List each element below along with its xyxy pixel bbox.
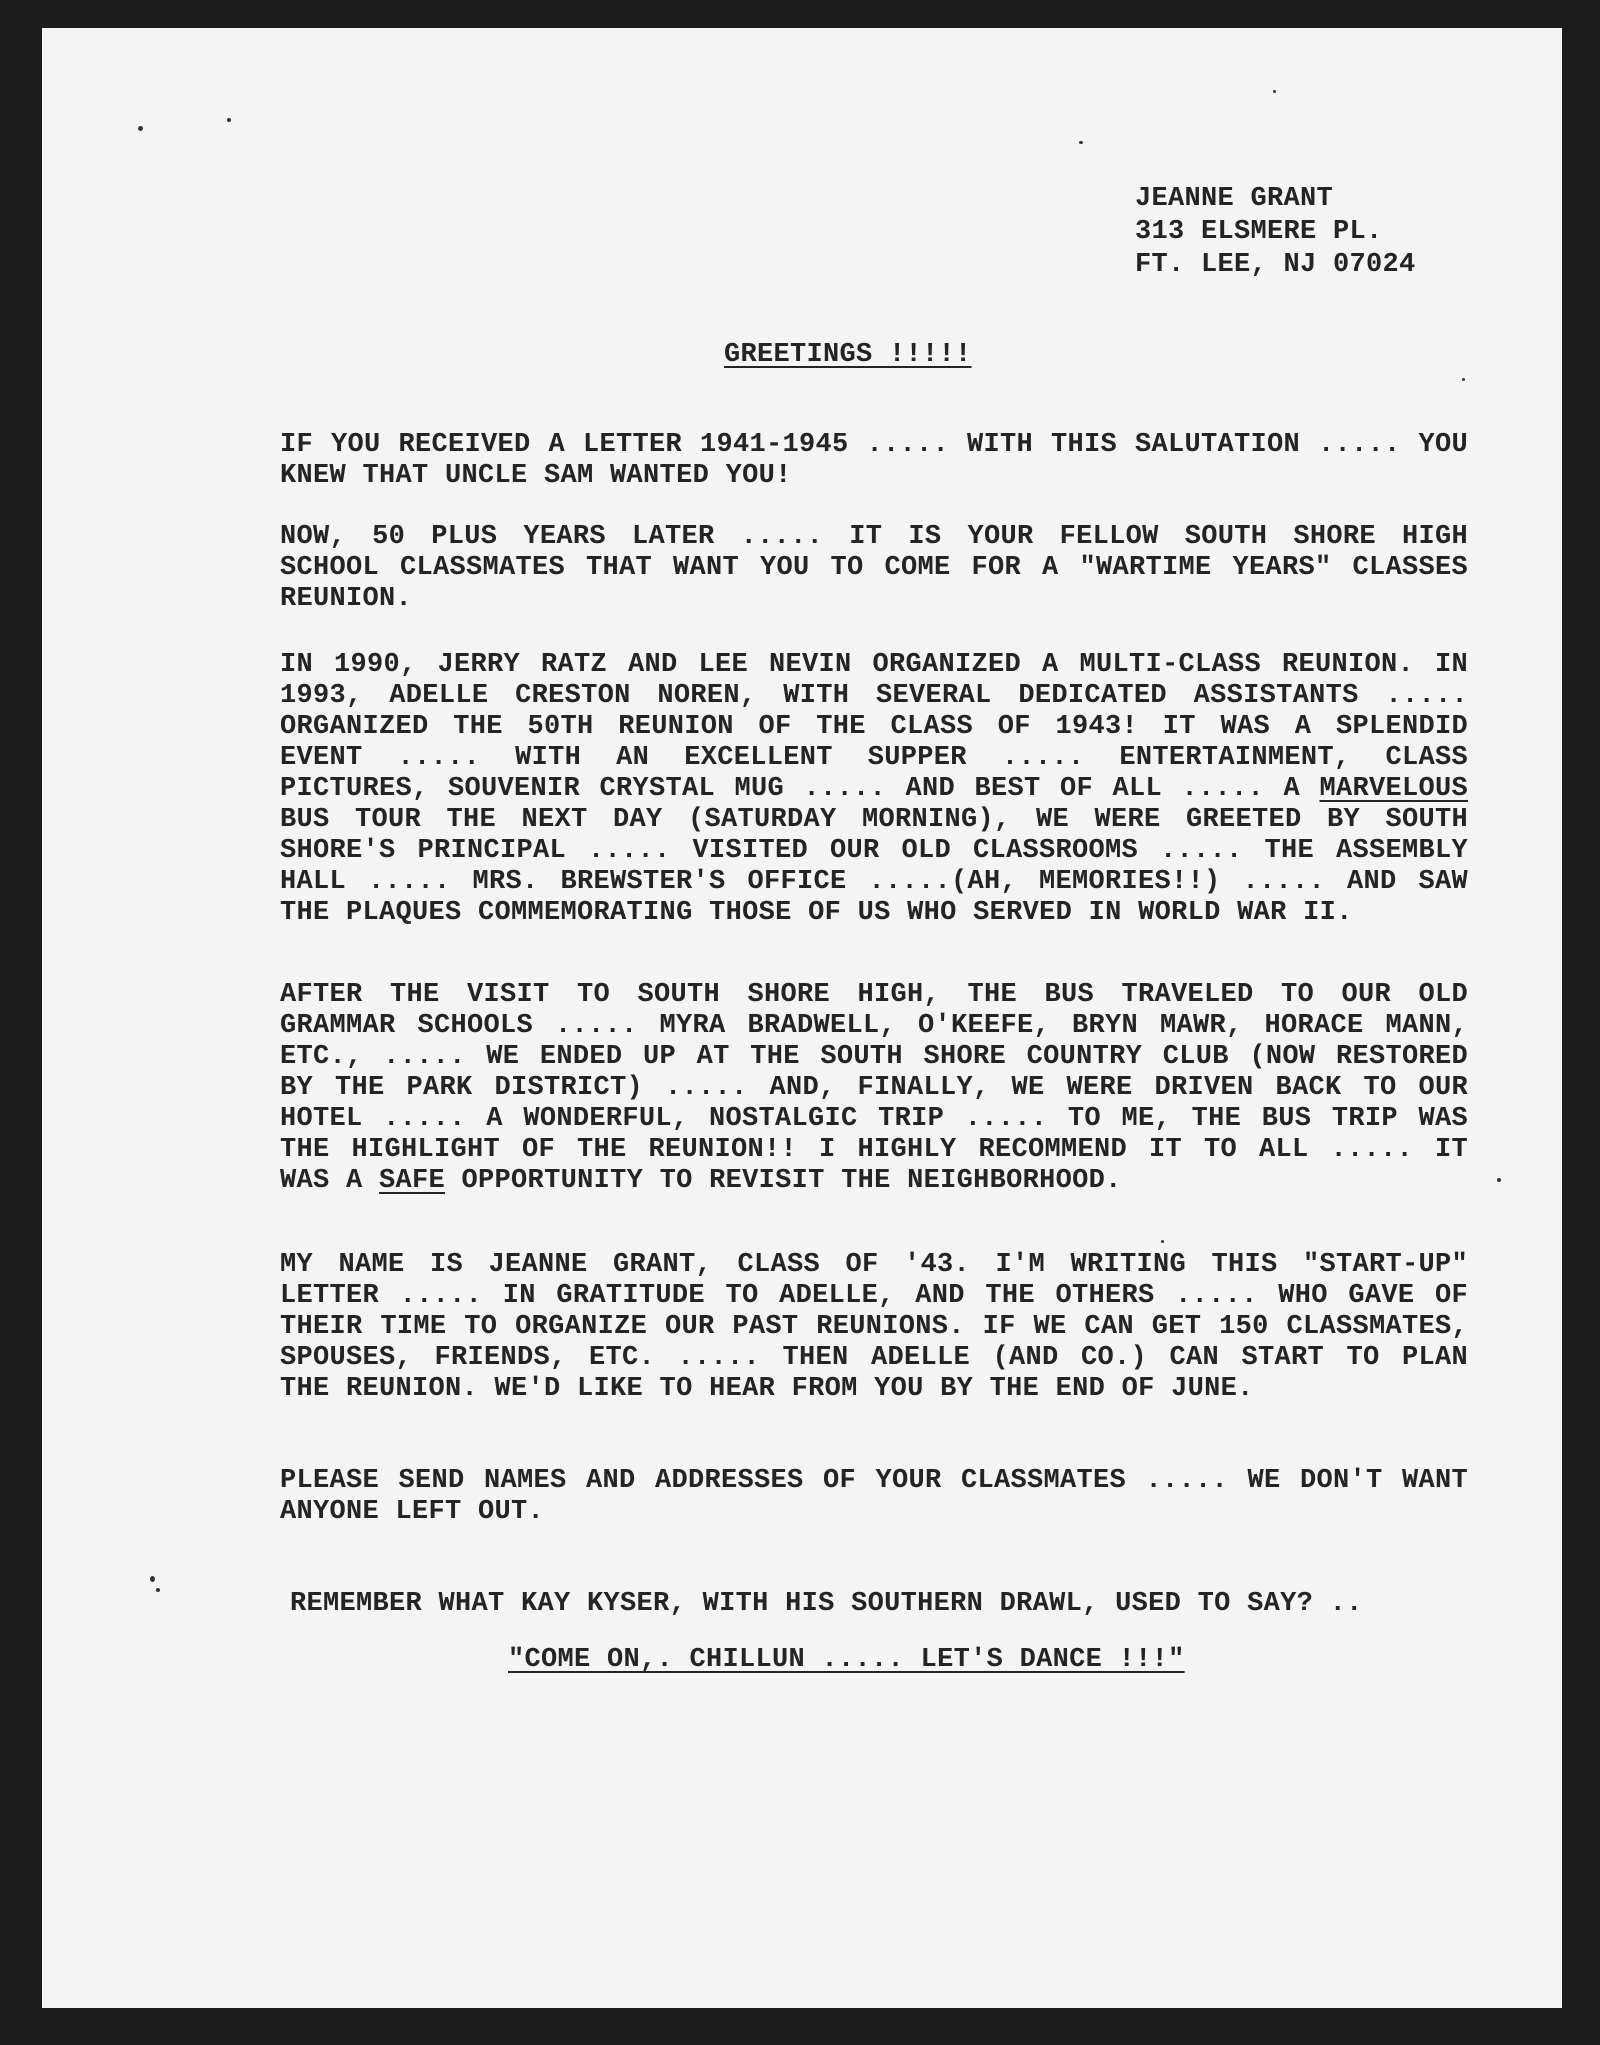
paper-speck — [1161, 1240, 1164, 1243]
paragraph-bus-trip — [280, 980, 1468, 1197]
sender-address — [1135, 183, 1416, 282]
paragraph-past-reunions-part1: IN 1990, JERRY RATZ AND LEE NEVIN ORGANIZED A MULTI-CLASS REUNION. IN 1993, ADELLE CRESTON NOREN, WITH SEVERAL DEDICATED ASSISTANTS ..... ORGANIZED THE 50TH REUNION OF THE CLASS OF 1943! IT WAS A SPLENDID EVENT ..... WITH AN EXCELLENT SUPPER ..... ENTERTAINMENT, CLASS PICTURES, SOUVENIR CRYSTAL MUG ..... AND BEST OF ALL ..... A — [280, 650, 1468, 804]
underlined-marvelous: MARVELOUS — [1319, 774, 1468, 804]
paper-speck — [1273, 90, 1276, 93]
paper-speck — [1462, 378, 1465, 381]
paragraph-salutation: IF YOU RECEIVED A LETTER 1941-1945 ..... WITH THIS SALUTATION ..... YOU KNEW THAT UNCLE SAM WANTED YOU! — [280, 430, 1468, 491]
paragraph-bus-trip-part2: OPPORTUNITY TO REVISIT THE NEIGHBORHOOD. — [445, 1166, 1122, 1196]
sender-street: 313 ELSMERE PL. — [1135, 217, 1383, 247]
paragraph-bus-trip-part1: AFTER THE VISIT TO SOUTH SHORE HIGH, THE BUS TRAVELED TO OUR OLD GRAMMAR SCHOOLS ..... MYRA BRADWELL, O'KEEFE, BRYN MAWR, HORACE MANN, ETC., ..... WE ENDED UP AT THE SOUTH SHORE COUNTRY CLUB (NOW RESTORED BY THE PARK DISTRICT) ..... AND, FINALLY, WE WERE DRIVEN BACK TO OUR HOTEL ..... A WONDERFUL, NOSTALGIC TRIP ..... TO ME, THE BUS TRIP WAS THE HIGHLIGHT OF THE REUNION!! I HIGHLY RECOMMEND IT TO ALL ..... IT WAS A — [280, 980, 1468, 1196]
closing-quote: "COME ON,. CHILLUN ..... LET'S DANCE !!!" — [508, 1645, 1185, 1675]
paper-speck — [150, 1576, 155, 1582]
paper-speck — [138, 126, 143, 131]
paper-speck — [156, 1588, 160, 1592]
paper-speck — [227, 118, 231, 122]
paper-speck — [1079, 141, 1083, 144]
remember-line: REMEMBER WHAT KAY KYSER, WITH HIS SOUTHERN DRAWL, USED TO SAY? .. — [290, 1589, 1363, 1619]
underlined-safe: SAFE — [379, 1166, 446, 1196]
sender-name: JEANNE GRANT — [1135, 184, 1334, 214]
sender-city: FT. LEE, NJ 07024 — [1135, 250, 1416, 280]
paragraph-past-reunions — [280, 650, 1468, 929]
letter-heading: GREETINGS !!!!! — [724, 340, 972, 370]
paragraph-invitation: NOW, 50 PLUS YEARS LATER ..... IT IS YOUR FELLOW SOUTH SHORE HIGH SCHOOL CLASSMATES THAT WANT YOU TO COME FOR A "WARTIME YEARS" CLASSES REUNION. — [280, 522, 1468, 614]
paragraph-past-reunions-part2: BUS TOUR THE NEXT DAY (SATURDAY MORNING), WE WERE GREETED BY SOUTH SHORE'S PRINCIPAL ..... VISITED OUR OLD CLASSROOMS ..... THE ASSEMBLY HALL ..... MRS. BREWSTER'S OFFICE .....(AH, MEMORIES!!) ..... AND SAW THE PLAQUES COMMEMORATING THOSE OF US WHO SERVED IN WORLD WAR II. — [280, 805, 1468, 928]
letter-page — [42, 28, 1562, 2008]
paper-speck — [1497, 1178, 1501, 1182]
paragraph-introduction: MY NAME IS JEANNE GRANT, CLASS OF '43. I'M WRITING THIS "START-UP" LETTER ..... IN GRATITUDE TO ADELLE, AND THE OTHERS ..... WHO GAVE OF THEIR TIME TO ORGANIZE OUR PAST REUNIONS. IF WE CAN GET 150 CLASSMATES, SPOUSES, FRIENDS, ETC. ..... THEN ADELLE (AND CO.) CAN START TO PLAN THE REUNION. WE'D LIKE TO HEAR FROM YOU BY THE END OF JUNE. — [280, 1250, 1468, 1404]
paragraph-request: PLEASE SEND NAMES AND ADDRESSES OF YOUR CLASSMATES ..... WE DON'T WANT ANYONE LEFT OUT. — [280, 1466, 1468, 1527]
